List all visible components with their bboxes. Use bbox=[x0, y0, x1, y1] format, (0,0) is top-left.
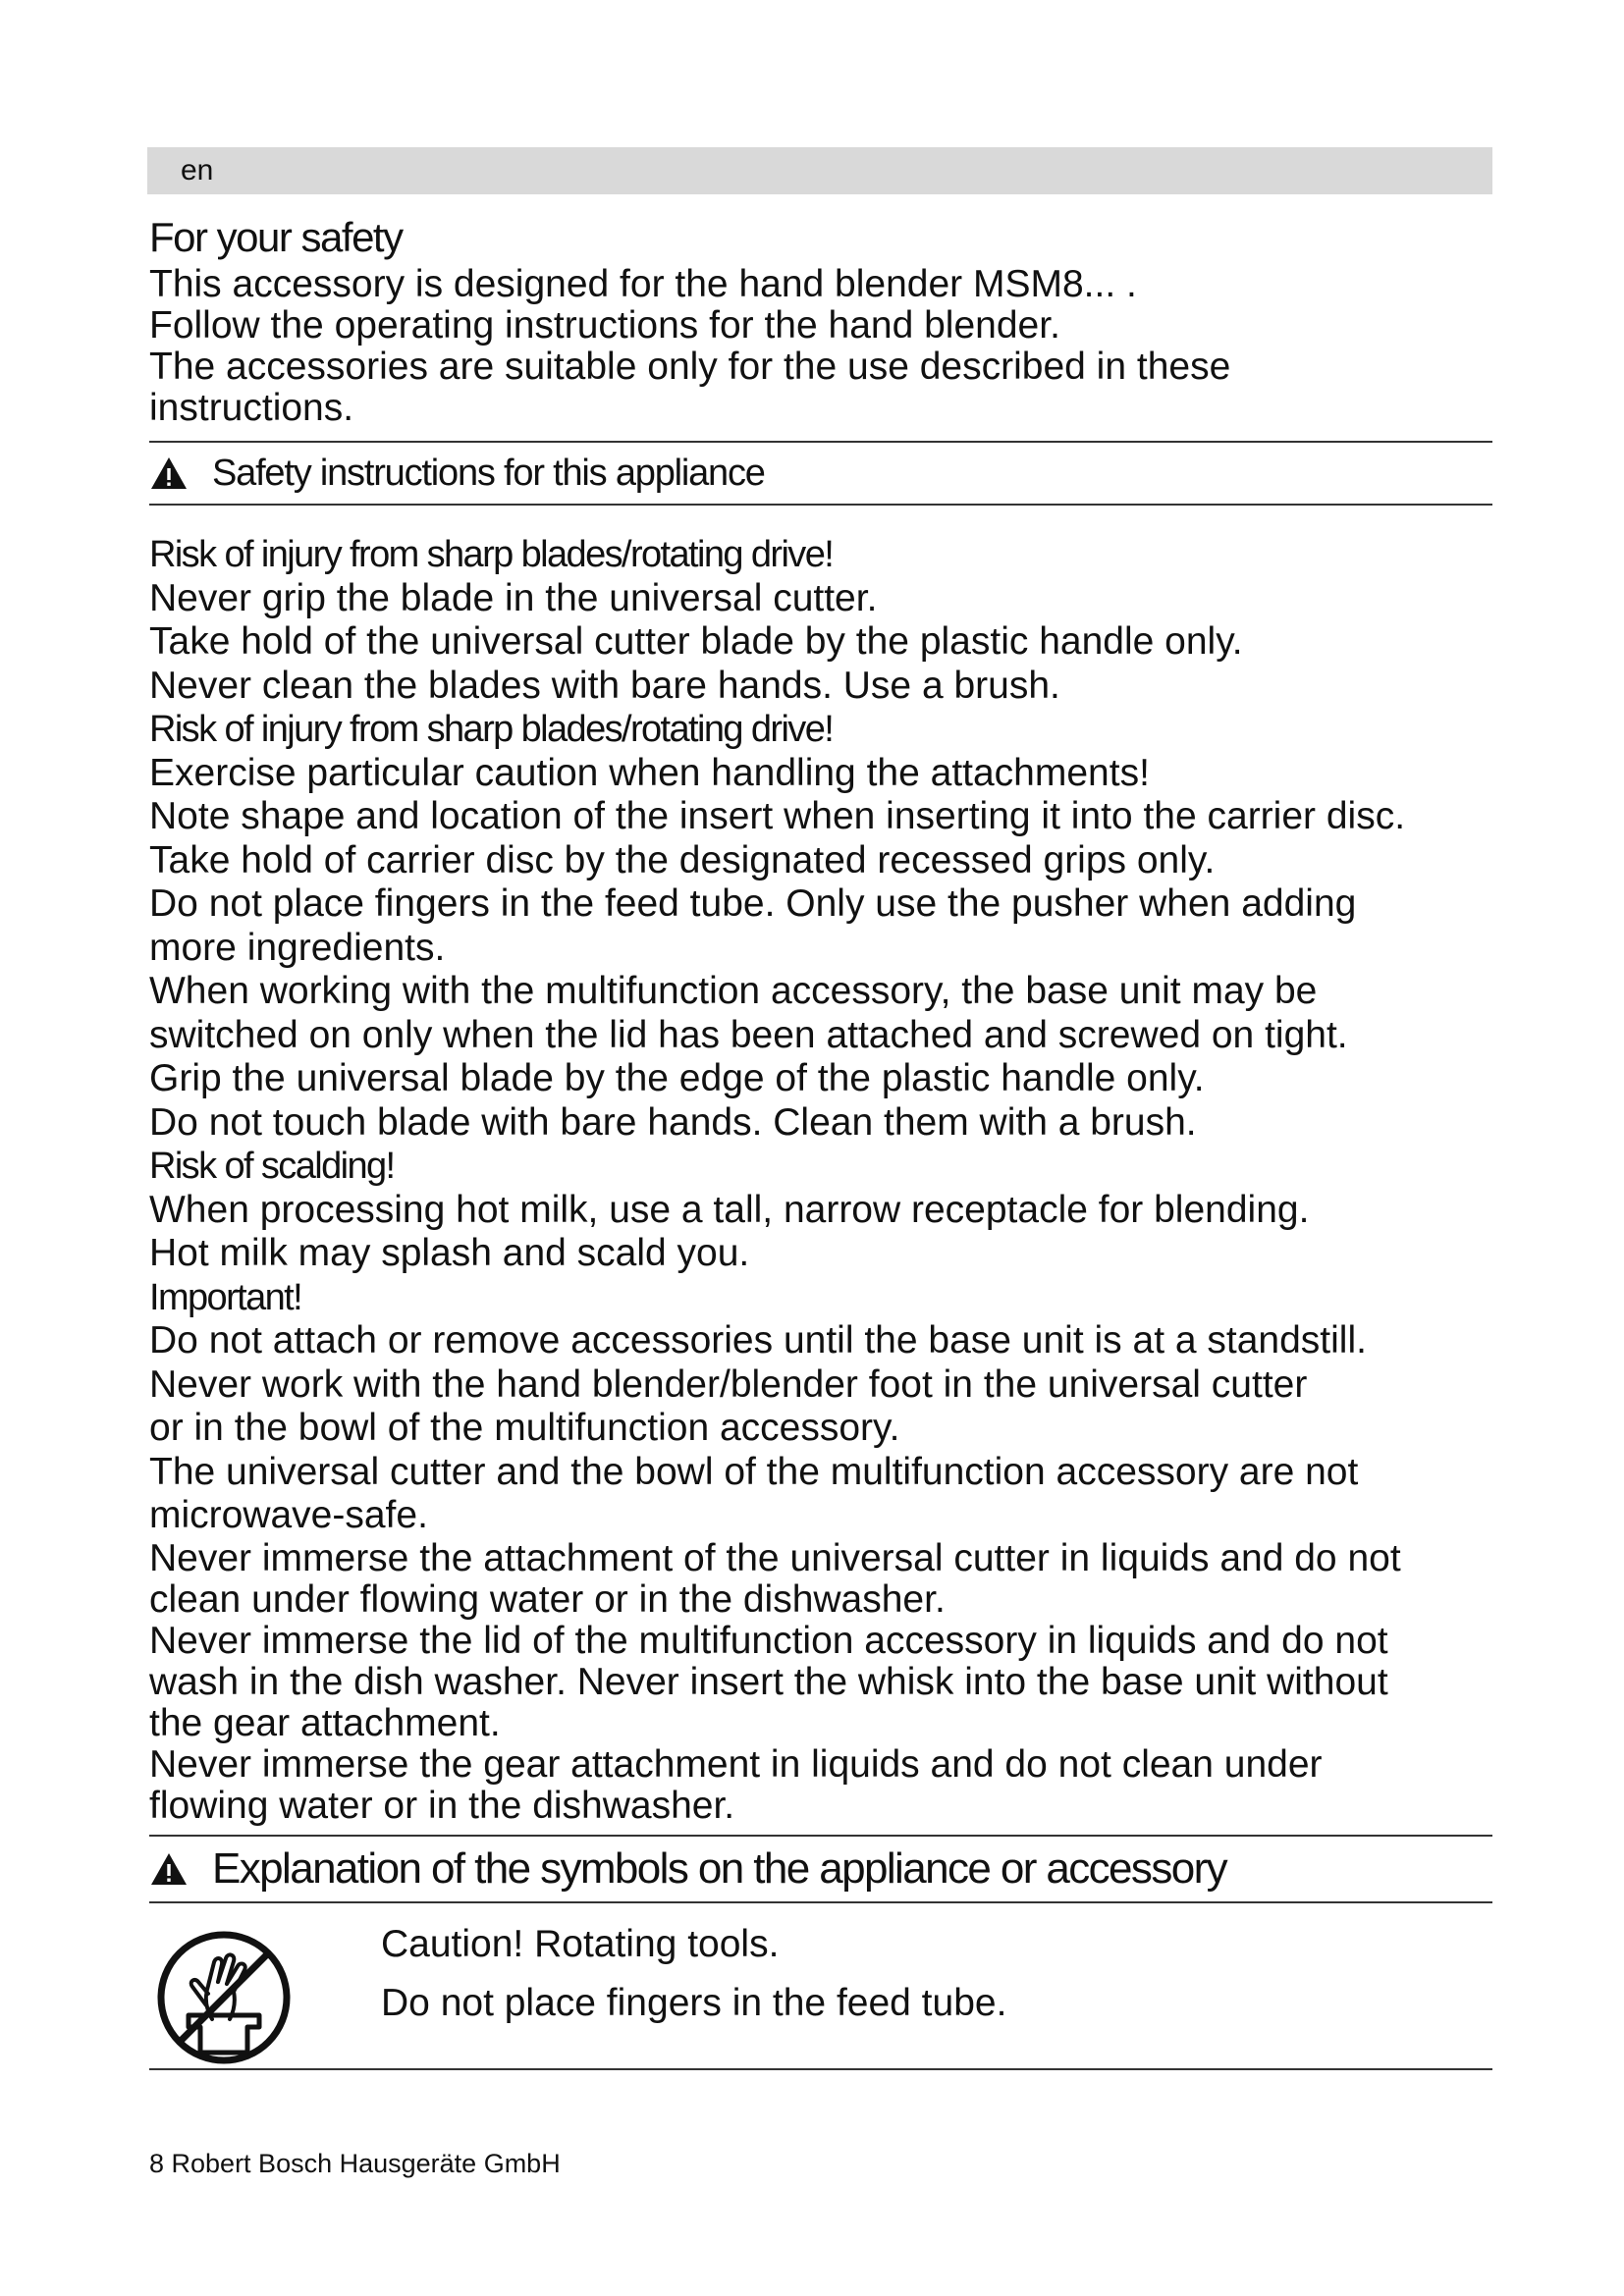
instruction-line: more ingredients. bbox=[149, 926, 446, 969]
instruction-line: wash in the dish washer. Never insert the whisk into the base unit without bbox=[149, 1660, 1388, 1703]
page-content bbox=[149, 211, 1543, 2070]
intro-line: The accessories are suitable only for the use described in these bbox=[149, 346, 1231, 388]
safety-instructions-heading bbox=[149, 443, 1543, 504]
instruction-line: flowing water or in the dishwasher. bbox=[149, 1784, 735, 1827]
warning-triangle-icon bbox=[149, 455, 189, 491]
instruction-line: Never grip the blade in the universal cutter. bbox=[149, 576, 878, 619]
intro-line: Follow the operating instructions for the hand blender. bbox=[149, 304, 1060, 347]
instruction-line: Note shape and location of the insert when inserting it into the carrier disc. bbox=[149, 795, 1406, 837]
instruction-line: Never immerse the attachment of the universal cutter in liquids and do not bbox=[149, 1536, 1401, 1579]
symbol-caption: Caution! Rotating tools. bbox=[381, 1922, 780, 1965]
divider bbox=[149, 2068, 1492, 2070]
language-label: en bbox=[181, 154, 214, 187]
instruction-line: When processing hot milk, use a tall, narrow receptacle for blending. bbox=[149, 1188, 1310, 1231]
instruction-line: Do not touch blade with bare hands. Clean them with a brush. bbox=[149, 1100, 1197, 1144]
symbol-description bbox=[381, 1915, 1006, 2033]
instruction-line: Do not attach or remove accessories until the base unit is at a standstill. bbox=[149, 1319, 1367, 1362]
section-title-for-your-safety: For your safety bbox=[149, 214, 403, 260]
subheading: Important! bbox=[149, 1276, 302, 1318]
page-footer: 8 Robert Bosch Hausgeräte GmbH bbox=[149, 2149, 561, 2178]
intro-line: instructions. bbox=[149, 387, 354, 429]
instruction-line: The universal cutter and the bowl of the multifunction accessory are not bbox=[149, 1450, 1359, 1493]
instruction-line: Hot milk may splash and scald you. bbox=[149, 1232, 750, 1274]
symbol-row bbox=[149, 1903, 1543, 2068]
intro-line: This accessory is designed for the hand blender MSM8... . bbox=[149, 263, 1137, 305]
subheading: Risk of scalding! bbox=[149, 1146, 395, 1187]
language-bar bbox=[147, 147, 1492, 194]
instruction-line: When working with the multifunction accessory, the base unit may be bbox=[149, 970, 1318, 1012]
symbols-heading bbox=[149, 1837, 1543, 1901]
instruction-line: Exercise particular caution when handling the attachments! bbox=[149, 751, 1150, 794]
instruction-line: the gear attachment. bbox=[149, 1701, 501, 1744]
instruction-line: Never work with the hand blender/blender foot in the universal cutter bbox=[149, 1362, 1308, 1406]
warning-triangle-icon bbox=[149, 1851, 189, 1887]
instruction-line: Grip the universal blade by the edge of the plastic handle only. bbox=[149, 1057, 1205, 1099]
safety-heading-text: Safety instructions for this appliance bbox=[212, 452, 765, 494]
instruction-line: Take hold of the universal cutter blade by the plastic handle only. bbox=[149, 620, 1243, 663]
instruction-line: switched on only when the lid has been attached and screwed on tight. bbox=[149, 1013, 1348, 1056]
subheading: Risk of injury from sharp blades/rotating drive! bbox=[149, 709, 834, 750]
instruction-line: Never immerse the lid of the multifunction accessory in liquids and do not bbox=[149, 1619, 1388, 1662]
symbol-caption: Do not place fingers in the feed tube. bbox=[381, 1981, 1007, 2024]
instruction-line: clean under flowing water or in the dishwasher. bbox=[149, 1577, 946, 1621]
instruction-line: Never clean the blades with bare hands. Use a brush. bbox=[149, 664, 1060, 707]
instruction-line: Do not place fingers in the feed tube. Only use the pusher when adding bbox=[149, 882, 1357, 925]
no-fingers-feed-tube-icon bbox=[151, 1925, 297, 2070]
instruction-line: Never immerse the gear attachment in liquids and do not clean under bbox=[149, 1742, 1323, 1786]
symbols-heading-text: Explanation of the symbols on the appliance or accessory bbox=[212, 1843, 1227, 1893]
instruction-line: Take hold of carrier disc by the designated recessed grips only. bbox=[149, 838, 1216, 881]
instruction-line: microwave-safe. bbox=[149, 1494, 428, 1536]
subheading: Risk of injury from sharp blades/rotating drive! bbox=[149, 534, 834, 575]
instruction-line: or in the bowl of the multifunction accessory. bbox=[149, 1407, 900, 1449]
